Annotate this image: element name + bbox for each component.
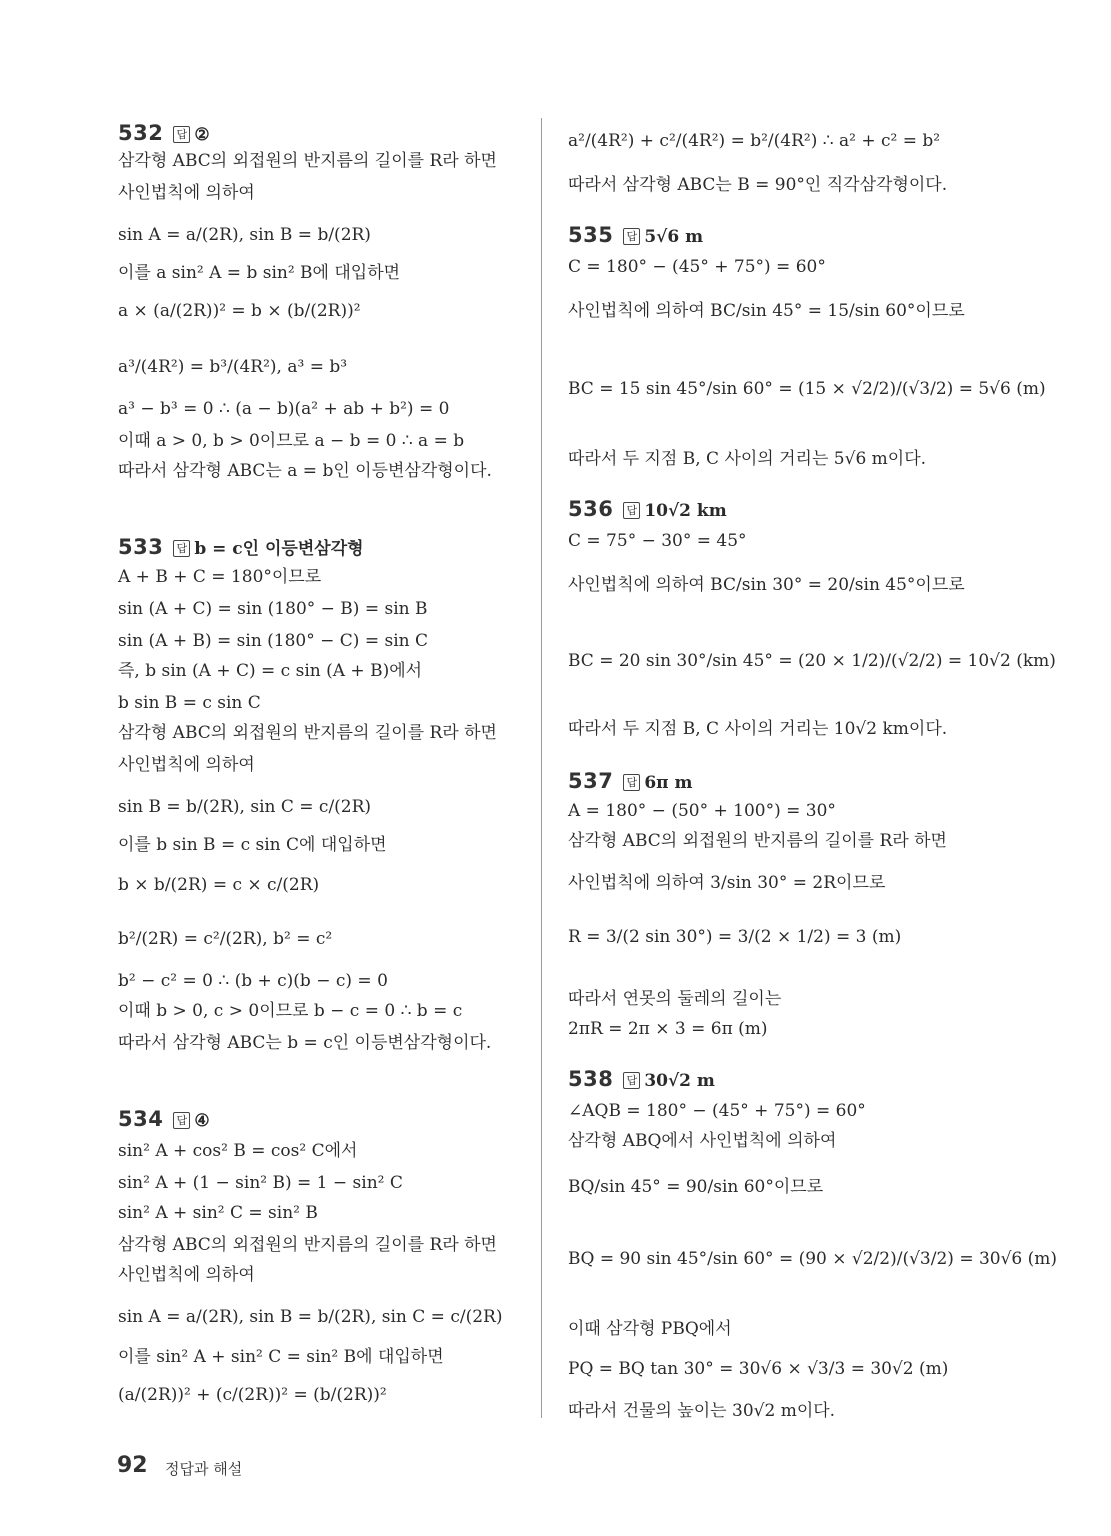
problem-header <box>568 224 703 248</box>
problem-number: 538 <box>568 1067 614 1091</box>
answer-icon: 답 <box>623 228 640 245</box>
solution-line: 이때 a > 0, b > 0이므로 a − b = 0 ∴ a = b <box>118 431 465 451</box>
solution-line: 2πR = 2π × 3 = 6π (m) <box>568 1019 768 1039</box>
column-divider <box>541 118 542 1418</box>
problem-number: 534 <box>118 1107 164 1131</box>
solution-line: C = 180° − (45° + 75°) = 60° <box>568 257 826 277</box>
solution-line: 따라서 삼각형 ABC는 b = c인 이등변삼각형이다. <box>118 1033 492 1053</box>
solution-line: 따라서 두 지점 B, C 사이의 거리는 5√6 m이다. <box>568 449 927 469</box>
solution-line: 따라서 삼각형 ABC는 B = 90°인 직각삼각형이다. <box>568 175 948 195</box>
solution-line: 사인법칙에 의하여 <box>118 755 255 775</box>
problem-number: 537 <box>568 769 614 793</box>
solution-line: 이때 b > 0, c > 0이므로 b − c = 0 ∴ b = c <box>118 1001 463 1021</box>
solution-line: 사인법칙에 의하여 <box>118 1265 255 1285</box>
solution-line: 사인법칙에 의하여 <box>118 183 255 203</box>
solution-line: sin² A + cos² B = cos² C에서 <box>118 1141 358 1161</box>
solution-line: BC = 15 sin 45°/sin 60° = (15 × √2/2)/(√3/2) = 5√6 (m) <box>568 379 1046 399</box>
solution-line: 이를 sin² A + sin² C = sin² B에 대입하면 <box>118 1347 444 1367</box>
solution-line: sin (A + B) = sin (180° − C) = sin C <box>118 631 429 651</box>
answer-icon: 답 <box>173 540 190 557</box>
problem-header <box>118 122 210 146</box>
solution-line: 즉, b sin (A + C) = c sin (A + B)에서 <box>118 661 423 681</box>
answer-text: 6π m <box>644 773 693 793</box>
problem-header <box>568 770 693 794</box>
solution-line: sin² A + (1 − sin² B) = 1 − sin² C <box>118 1173 403 1193</box>
solution-line: BQ/sin 45° = 90/sin 60°이므로 <box>568 1177 824 1197</box>
answer-icon: 답 <box>623 774 640 791</box>
answer-text: b = c인 이등변삼각형 <box>194 539 364 559</box>
solution-line: sin A = a/(2R), sin B = b/(2R), sin C = c/(2R) <box>118 1307 503 1327</box>
solution-line: a × (a/(2R))² = b × (b/(2R))² <box>118 301 361 321</box>
answer-icon: 답 <box>173 1112 190 1129</box>
solution-line: 사인법칙에 의하여 BC/sin 45° = 15/sin 60°이므로 <box>568 301 965 321</box>
solution-line: b sin B = c sin C <box>118 693 261 713</box>
solution-line: b × b/(2R) = c × c/(2R) <box>118 875 320 895</box>
solution-line: 따라서 건물의 높이는 30√2 m이다. <box>568 1401 836 1421</box>
answer-text: ② <box>194 125 210 145</box>
problem-number: 536 <box>568 497 614 521</box>
solution-line: 삼각형 ABC의 외접원의 반지름의 길이를 R라 하면 <box>568 831 947 851</box>
solution-line: 사인법칙에 의하여 BC/sin 30° = 20/sin 45°이므로 <box>568 575 965 595</box>
solution-line: ∠AQB = 180° − (45° + 75°) = 60° <box>568 1101 866 1121</box>
solution-line: b²/(2R) = c²/(2R), b² = c² <box>118 929 333 949</box>
solution-line: 따라서 삼각형 ABC는 a = b인 이등변삼각형이다. <box>118 461 492 481</box>
answer-icon: 답 <box>173 126 190 143</box>
solution-line: BQ = 90 sin 45°/sin 60° = (90 × √2/2)/(√3/2) = 30√6 (m) <box>568 1249 1058 1269</box>
solution-line: A = 180° − (50° + 100°) = 30° <box>568 801 836 821</box>
problem-header <box>118 1108 210 1132</box>
solution-line: BC = 20 sin 30°/sin 45° = (20 × 1/2)/(√2/2) = 10√2 (km) <box>568 651 1056 671</box>
solution-line: a²/(4R²) + c²/(4R²) = b²/(4R²) ∴ a² + c² = b² <box>568 131 941 151</box>
problem-header <box>118 536 364 560</box>
page-number: 92 <box>117 1453 148 1478</box>
answer-icon: 답 <box>623 1072 640 1089</box>
solution-line: 사인법칙에 의하여 3/sin 30° = 2R이므로 <box>568 873 886 893</box>
solution-line: 따라서 두 지점 B, C 사이의 거리는 10√2 km이다. <box>568 719 948 739</box>
solution-line: 이를 b sin B = c sin C에 대입하면 <box>118 835 387 855</box>
solution-line: 삼각형 ABC의 외접원의 반지름의 길이를 R라 하면 <box>118 1235 497 1255</box>
problem-number: 532 <box>118 121 164 145</box>
solution-line: sin B = b/(2R), sin C = c/(2R) <box>118 797 372 817</box>
solution-line: C = 75° − 30° = 45° <box>568 531 747 551</box>
solution-line: a³/(4R²) = b³/(4R²), a³ = b³ <box>118 357 348 377</box>
solution-line: sin² A + sin² C = sin² B <box>118 1203 318 1223</box>
solution-line: 삼각형 ABC의 외접원의 반지름의 길이를 R라 하면 <box>118 151 497 171</box>
solution-line: sin A = a/(2R), sin B = b/(2R) <box>118 225 371 245</box>
answer-text: ④ <box>194 1111 210 1131</box>
solution-line: R = 3/(2 sin 30°) = 3/(2 × 1/2) = 3 (m) <box>568 927 902 947</box>
solution-line: 이를 a sin² A = b sin² B에 대입하면 <box>118 263 401 283</box>
answer-text: 10√2 km <box>644 501 727 521</box>
solution-line: A + B + C = 180°이므로 <box>118 567 322 587</box>
solution-line: PQ = BQ tan 30° = 30√6 × √3/3 = 30√2 (m) <box>568 1359 949 1379</box>
solution-line: (a/(2R))² + (c/(2R))² = (b/(2R))² <box>118 1385 387 1405</box>
problem-header <box>568 1068 715 1092</box>
footer-label: 정답과 해설 <box>165 1460 243 1478</box>
solution-line: b² − c² = 0 ∴ (b + c)(b − c) = 0 <box>118 971 388 991</box>
problem-header <box>568 498 727 522</box>
problem-number: 535 <box>568 223 614 247</box>
answer-text: 5√6 m <box>644 227 704 247</box>
solution-line: 삼각형 ABQ에서 사인법칙에 의하여 <box>568 1131 837 1151</box>
solution-line: 이때 삼각형 PBQ에서 <box>568 1319 732 1339</box>
solution-line: sin (A + C) = sin (180° − B) = sin B <box>118 599 428 619</box>
problem-number: 533 <box>118 535 164 559</box>
answer-text: 30√2 m <box>644 1071 715 1091</box>
solution-line: 삼각형 ABC의 외접원의 반지름의 길이를 R라 하면 <box>118 723 497 743</box>
solution-line: 따라서 연못의 둘레의 길이는 <box>568 989 782 1009</box>
answer-icon: 답 <box>623 502 640 519</box>
solution-line: a³ − b³ = 0 ∴ (a − b)(a² + ab + b²) = 0 <box>118 399 450 419</box>
